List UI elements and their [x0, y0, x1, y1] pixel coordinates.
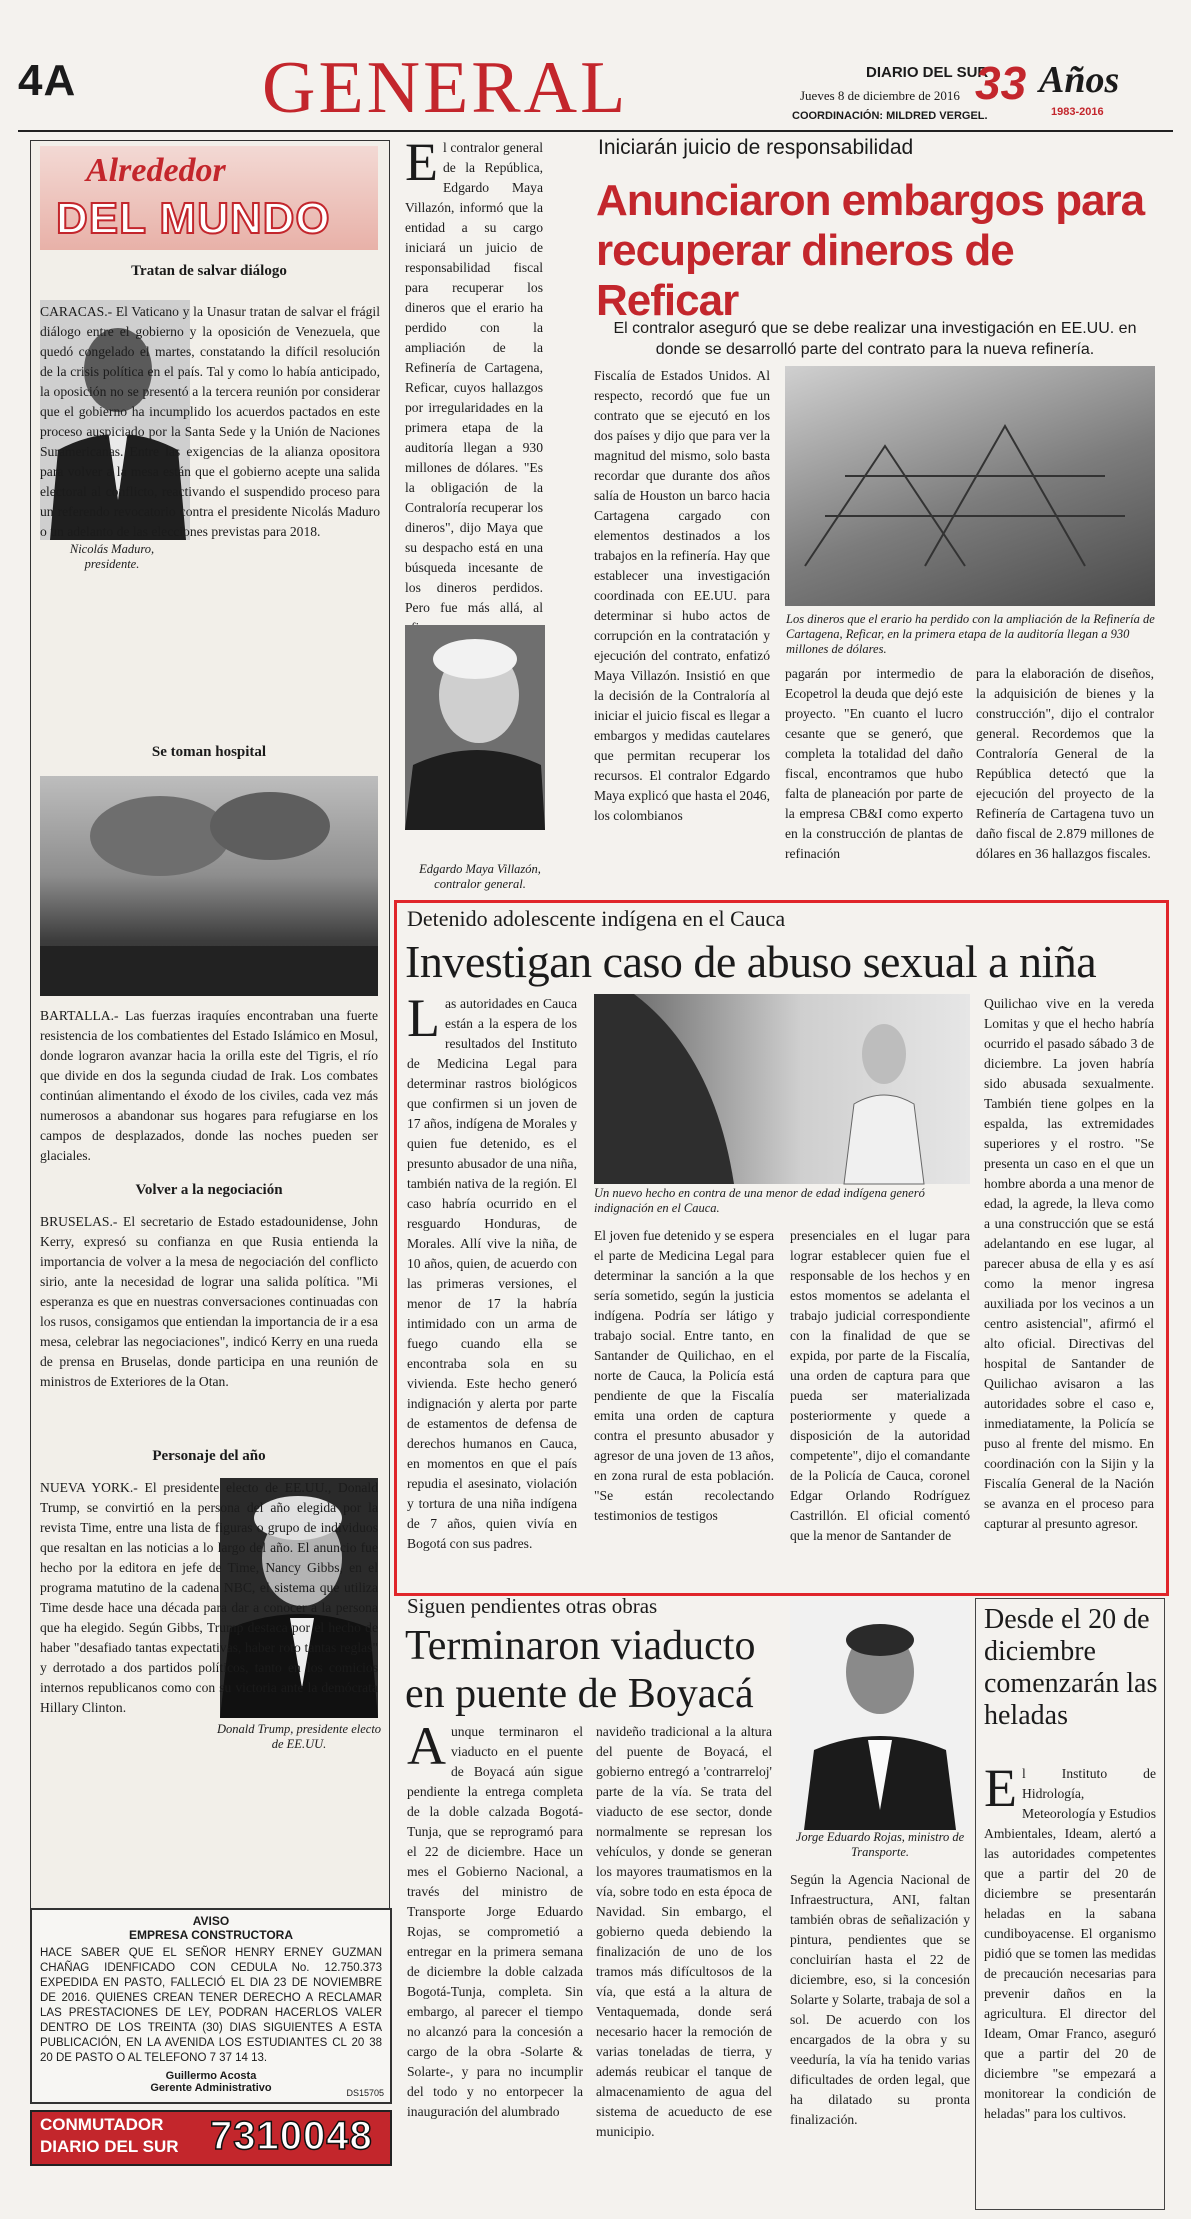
- story-heading: Volver a la negociación: [135, 1182, 283, 1198]
- cauca-column-2: El joven fue detenido y se espera el parte de Medicina Legal para determinar la sanción a la que sería sometido, según la justicia indígena. Podría ser látigo y trabajo social. Entre tanto, en Santander de Quilichao, en el norte de Cauca, la Policía está pendiente de que la Fiscalía emita una orden de captura contra el presunto abusador y agresor de una joven de 13 años, en zona rural de esta población. "Se están recolectando testimonios de testigos: [594, 1228, 774, 1523]
- reficar-column-3: pagarán por intermedio de Ecopetrol la deuda que dejó este proyecto. "En cuanto el lucro cesante que se generó, que completa la totalidad del daño fiscal, encontramos que hubo falta de planeación por parte de la empresa CB&I como experto en la construcción de plantas de refinación: [785, 666, 963, 861]
- switchboard-banner: [30, 2110, 392, 2166]
- viaduct-column-2: navideño tradicional a la altura del puente de Boyacá, el gobierno entregó a 'contrarreloj' parte de la vía. Se trata del viaducto de ese sector, donde normalmente se represan los vehículos, y donde se generan los mayores traumatismos en la vía, sobre todo en esta época de Navidad. Sin embargo, el gobierno queda debiendo la finalización de uno de los tramos más difícultosos de la vía, que está a la altura de Ventaquemada, donde será necesario hacer la remoción de varias toneladas de tierra, y además reubicar el tanque de almacenamiento de agua del sistema de acueducto de ese municipio.: [596, 1724, 772, 2139]
- mosul-photo: [40, 776, 378, 996]
- refinery-photo: [785, 366, 1155, 606]
- anniversary-number: 33: [975, 57, 1027, 109]
- trump-caption: Donald Trump, presidente electo de EE.UU.: [216, 1722, 382, 1751]
- legal-notice: [30, 1908, 392, 2104]
- reficar-kicker: Iniciarán juicio de responsabilidad: [598, 136, 914, 159]
- paper-name: DIARIO DEL SUR: [866, 64, 989, 81]
- cauca-photo: [594, 994, 970, 1184]
- viaduct-column-3: Según la Agencia Nacional de Infraestructura, ANI, faltan también obras de señalización y pintura, pendientes que se concluirían hasta el 22 de diciembre, eso, si la concesión Solarte y Solarte, trabaja de sol a sol. De acuerdo con los encargados de la obra y su veeduría, la vía ha tenido varias dificultades de orden legal, que ha dilatado su pronta finalización.: [790, 1872, 970, 2127]
- viaduct-text-1: unque terminaron el viaducto en el puente de Boyacá aún sigue pendiente la entrega completa de la doble calzada Bogotá-Tunja, que se reprogramó para el 22 de diciembre. Hace un mes el Gobierno Nacional, a través del ministro de Transporte Jorge Eduardo Rojas, se comprometió a entregar en la primera semana de diciembre la doble calzada Bogotá-Tunja, completa. Sin embargo, al parecer el tiempo no alcanzó para la concesión a cargo de la obra -Solarte & Solarte-, y para no incumplir del todo y no entorpecer la inauguración del alumbrado: [407, 1724, 583, 2119]
- anniversary-years: 1983-2016: [1051, 106, 1104, 118]
- story-body: BARTALLA.- Las fuerzas iraquíes encontraban una fuerte resistencia de los combatientes del Estado Islámico en Mosul, donde lograron avanzar hacia la orilla este del Tigris, el río que divide en dos la segunda ciudad de Irak. Los combates continúan alimentando el éxodo de los civiles, cada vez más numerosos a abandonar sus hogares para refugiarse en los campos de desplazados, donde las noches pueden ser glaciales.: [40, 1008, 378, 1163]
- notice-body: HACE SABER QUE EL SEÑOR HENRY ERNEY GUZMAN CHAÑAG IDENFICADO CON CEDULA No. 12.750.373 EXPEDIDA EN PASTO, FALLECIÓ EL DIA 23 DE NOVIEMBRE DE 2016. QUIENES CREAN TENER DERECHO A RECLAMAR LAS PRESTACIONES DE LEY, PODRAN HACERLOS VALER DENTRO DE LOS TREINTA (30) DIAS SIGUIENTES A ESTA PUBLICACIÓN, EN LA AVENIDA LOS ESTUDIANTES CL 20 38 20 DE PASTO O AL TELEFONO 7 37 14 13.: [40, 1947, 382, 2064]
- drop-cap: E: [984, 1758, 1017, 1818]
- cauca-kicker: Detenido adolescente indígena en el Cauca: [407, 906, 786, 931]
- drop-cap: L: [407, 988, 440, 1048]
- frost-column: [984, 1758, 1156, 2202]
- notice-signer-title: Gerente Administrativo: [150, 2082, 272, 2094]
- world-logo: [40, 146, 378, 250]
- notice-subtitle: EMPRESA CONSTRUCTORA: [128, 1928, 293, 1942]
- minister-photo: [790, 1600, 970, 1830]
- coordination-credit: COORDINACIÓN: MILDRED VERGEL.: [792, 110, 988, 122]
- notice-signer: Guillermo Acosta: [165, 2070, 257, 2082]
- switchboard-number: 7310048: [210, 2114, 373, 2158]
- drop-cap: A: [407, 1716, 446, 1776]
- reficar-headline: Anunciaron embargos para recuperar dineros de Reficar: [596, 176, 1145, 325]
- switchboard-label: CONMUTADOR: [40, 2115, 164, 2134]
- refinery-structure: [785, 366, 1155, 606]
- story-heading: Tratan de salvar diálogo: [131, 263, 287, 279]
- cauca-headline: Investigan caso de abuso sexual a niña: [405, 936, 1097, 987]
- minister-figure: [790, 1600, 970, 1830]
- reficar-column-1: [405, 132, 543, 618]
- notice-code: DS15705: [346, 2088, 384, 2098]
- viaduct-headline: Terminaron viaducto en puente de Boyacá: [405, 1623, 756, 1717]
- cauca-column-3: presenciales en el lugar para lograr establecer quien fue el responsable de los hechos y en estos momentos se adelanta el trabajo judicial correspondiente con la finalidad de que se expida, por parte de la Fiscalía, una orden de captura para que pueda ser materializada posteriormente y quede a disposición de la autoridad competente", dijo el comandante de la Policía de Cauca, coronel Edgar Orlando Rodríguez Castrillón. El oficial comentó que la menor de Santander de: [790, 1228, 970, 1543]
- refinery-caption: Los dineros que el erario ha perdido con la ampliación de la Refinería de Cartagena, Reficar, en la primera etapa de la auditoría llegan a 930 millones de dólares.: [786, 612, 1155, 656]
- story-body: BRUSELAS.- El secretario de Estado estadounidense, John Kerry, expresó su confianza en que Rusia entienda la importancia de volver a la mesa de negociación del conflicto sirio, ante la necesidad de lograr una salida política. "Mi esperanza es que en nuestras conversaciones continuadas con los rusos, consigamos que entiendan la importancia de ir a esa mesa, celebrar las negociaciones", indicó Kerry en una rueda de prensa en Bruselas, donde participa en una reunión de ministros de Exteriores de la Otan.: [40, 1214, 378, 1389]
- switchboard-paper: DIARIO DEL SUR: [40, 2137, 179, 2156]
- masthead-rule: [18, 130, 1173, 132]
- smoke-skyline: [40, 776, 378, 996]
- cauca-text-1: as autoridades en Cauca están a la espera de los resultados del Instituto de Medicina Legal para determinar rastros biológicos que confirmen si un joven de 17 años, indígena de Morales y quien fue detenido, es el presunto abusador de una niña, también nativa de la región. El caso habría ocurrido en el resguardo Honduras, de Morales. Allí vive la niña, de 10 años, quien, de acuerdo con las primeras versiones, el menor de 17 la habría intimidado con un arma de fuego cuando ella se encontraba sola en su vivienda. Este hecho generó indignación y alerta por parte de estamentos de defensa de derechos humanos en Cauca, en momentos en que el país repudia el asesinato, violación y tortura de una niña indígena de 7 años, quien vivía en Bogotá con sus padres.: [407, 996, 577, 1551]
- reficar-column-4: para la elaboración de diseños, la adquisición de bienes y la construcción", dijo el contralor general. Recordemos que la Contraloría General de la República detectó que la ejecución del proyecto de la Refinería de Cartagena tuvo un daño fiscal de 2.879 millones de dólares en 36 hallazgos fiscales.: [976, 666, 1154, 861]
- cauca-column-4: Quilichao vive en la vereda Lomitas y que el hecho habría ocurrido el pasado sábado 3 de diciembre. La joven habría sido abusada sexualmente. También tiene golpes en la espalda, las extremidades superiores y el rostro. "Se presenta un caso en el que un hombre aborda a una menor de edad, la agrede, la lleva como a una construcción que se está adelantando en ese lugar, al parecer abusa de ella y es así como la menor ingresa auxiliada por los vecinos a un centro asistencial", afirmó el alto oficial. Directivas del hospital de Santander de Quilichao avisaron a las autoridades sobre el caso e, inmediatamente, la Policía se puso al frente del mismo. En coordinación con la Sijin y la Fiscalía General de la Nación se avanza en el proceso para capturar al presunto agresor.: [984, 996, 1154, 1531]
- minister-caption: Jorge Eduardo Rojas, ministro de Transporte.: [795, 1830, 965, 1859]
- shadow-figure: [594, 994, 970, 1184]
- world-logo-line1: Alrededor: [86, 152, 226, 189]
- world-logo-line2: DEL MUNDO: [56, 194, 331, 243]
- story-heading: Personaje del año: [152, 1448, 266, 1464]
- anniversary-word: Años: [1039, 59, 1120, 101]
- drop-cap: E: [405, 132, 438, 192]
- page-number: 4A: [18, 56, 77, 105]
- cauca-photo-caption: Un nuevo hecho en contra de una menor de edad indígena generó indignación en el Cauca.: [594, 1186, 925, 1215]
- viaduct-column-1: [407, 1716, 583, 2210]
- story-body: NUEVA YORK.- El presidente electo de EE.UU., Donald Trump, se convirtió en la persona del año elegida por la revista Time, entre una lista de figuras o grupo de individuos que resaltan en las noticias a lo largo del año. El anuncio fue hecho por la editora en jefe de Time, Nancy Gibbs, en el programa matutino de la cadena NBC, el sistema que utiliza Time desde hace una década para dar a conocer a la persona que ha elegido. Según Gibbs, Trump destaca por el hecho de haber "desafiado tantas expectativas, haber roto tantas reglas" y derrotado a dos partidos políticos, tanto en los comicios internos republicanos como con su victoria ante la demócrata Hillary Clinton.: [40, 1480, 378, 1715]
- maduro-caption: Nicolás Maduro, presidente.: [69, 542, 155, 571]
- section-title: GENERAL: [262, 47, 629, 129]
- story-heading: Se toman hospital: [151, 744, 267, 760]
- reficar-column-2: Fiscalía de Estados Unidos. Al respecto, recordó que fue un contrato que se ejecutó en los dos países y dijo que para ver la magnitud del mismo, solo basta recordar que durante dos años salía de Houston un barco hacia Cartagena cargado con elementos destinados a los trabajos en la refinería. Hay que establecer una investigación coordinada con EE.UU. para determinar si hubo actos de corrupción en la contratación y ejecución del contrato, enfatizó Maya Villazón. Insistió en que la decisión de la Contraloría al iniciar el juicio fiscal es llegar a embargos y medidas cautelares que permitan recuperar los recursos. El contralor Edgardo Maya explicó que hasta el 2046, los colombianos: [594, 368, 770, 823]
- story-body: CARACAS.- El Vaticano y la Unasur tratan de salvar el frágil diálogo entre el gobierno y la oposición de Venezuela, que quedó congelado el martes, constatando la difícil resolución de la crisis política en el país. Tal y como lo había anticipado, la oposición no se presentó a la tercera reunión por considerar que el gobierno ha incumplido los acuerdos pactados en este proceso auspiciado por la Santa Sede y la Unión de Naciones Suramericanas. Entre las exigencias de la alianza opositora para volver a la mesa están que el gobierno acepte una salida electoral al conflicto, reactivando el suspendido proceso para un referendo revocatorio contra el presidente Nicolás Maduro o un adelanto de las elecciones previstas para 2018.: [40, 304, 380, 539]
- reficar-text-1: l contralor general de la República, Edgardo Maya Villazón, informó que la entidad a su cargo iniciará un juicio de responsabilidad fiscal para recuperar los dineros que el erario ha perdido con la ampliación de la Refinería de Cartagena, Reficar, cuyos hallazgos por irregularidades en la primera etapa de la auditoría llegan a 930 millones de dólares. "Es la obligación de la Contraloría recuperar los dineros", dijo Maya que su despacho está en una búsqueda incesante de los dineros perdidos. Pero fue más allá, al: [405, 140, 543, 615]
- frost-headline: Desde el 20 de diciembre comenzarán las heladas: [984, 1604, 1158, 1731]
- reficar-portrait-caption: Edgardo Maya Villazón, contralor general.: [419, 862, 541, 891]
- notice-title: AVISO: [192, 1914, 230, 1928]
- cauca-column-1: [407, 988, 577, 1580]
- viaduct-kicker: Siguen pendientes otras obras: [407, 1594, 658, 1618]
- reficar-deck: El contralor aseguró que se debe realizar una investigación en EE.UU. en donde se desarrolló parte del contrato para la nueva refinería.: [613, 320, 1137, 358]
- issue-date: Jueves 8 de diciembre de 2016: [800, 88, 960, 103]
- contralor-figure: [405, 625, 545, 830]
- reficar-portrait: [405, 625, 545, 830]
- frost-text: l Instituto de Hidrología, Meteorología y Estudios Ambientales, Ideam, alertó a las autoridades competentes que a partir del 20 de diciembre se presentarán heladas en la sabana cundiboyacense. El organismo pidió que se tomen las medidas de precaución necesarias para prevenir daños en la agricultura. El director del Ideam, Omar Franco, aseguró que a partir del 20 de diciembre "se empezará a monitorear la condición de heladas" para los cultivos.: [984, 1766, 1156, 2121]
- anniversary-logo: [975, 56, 1155, 126]
